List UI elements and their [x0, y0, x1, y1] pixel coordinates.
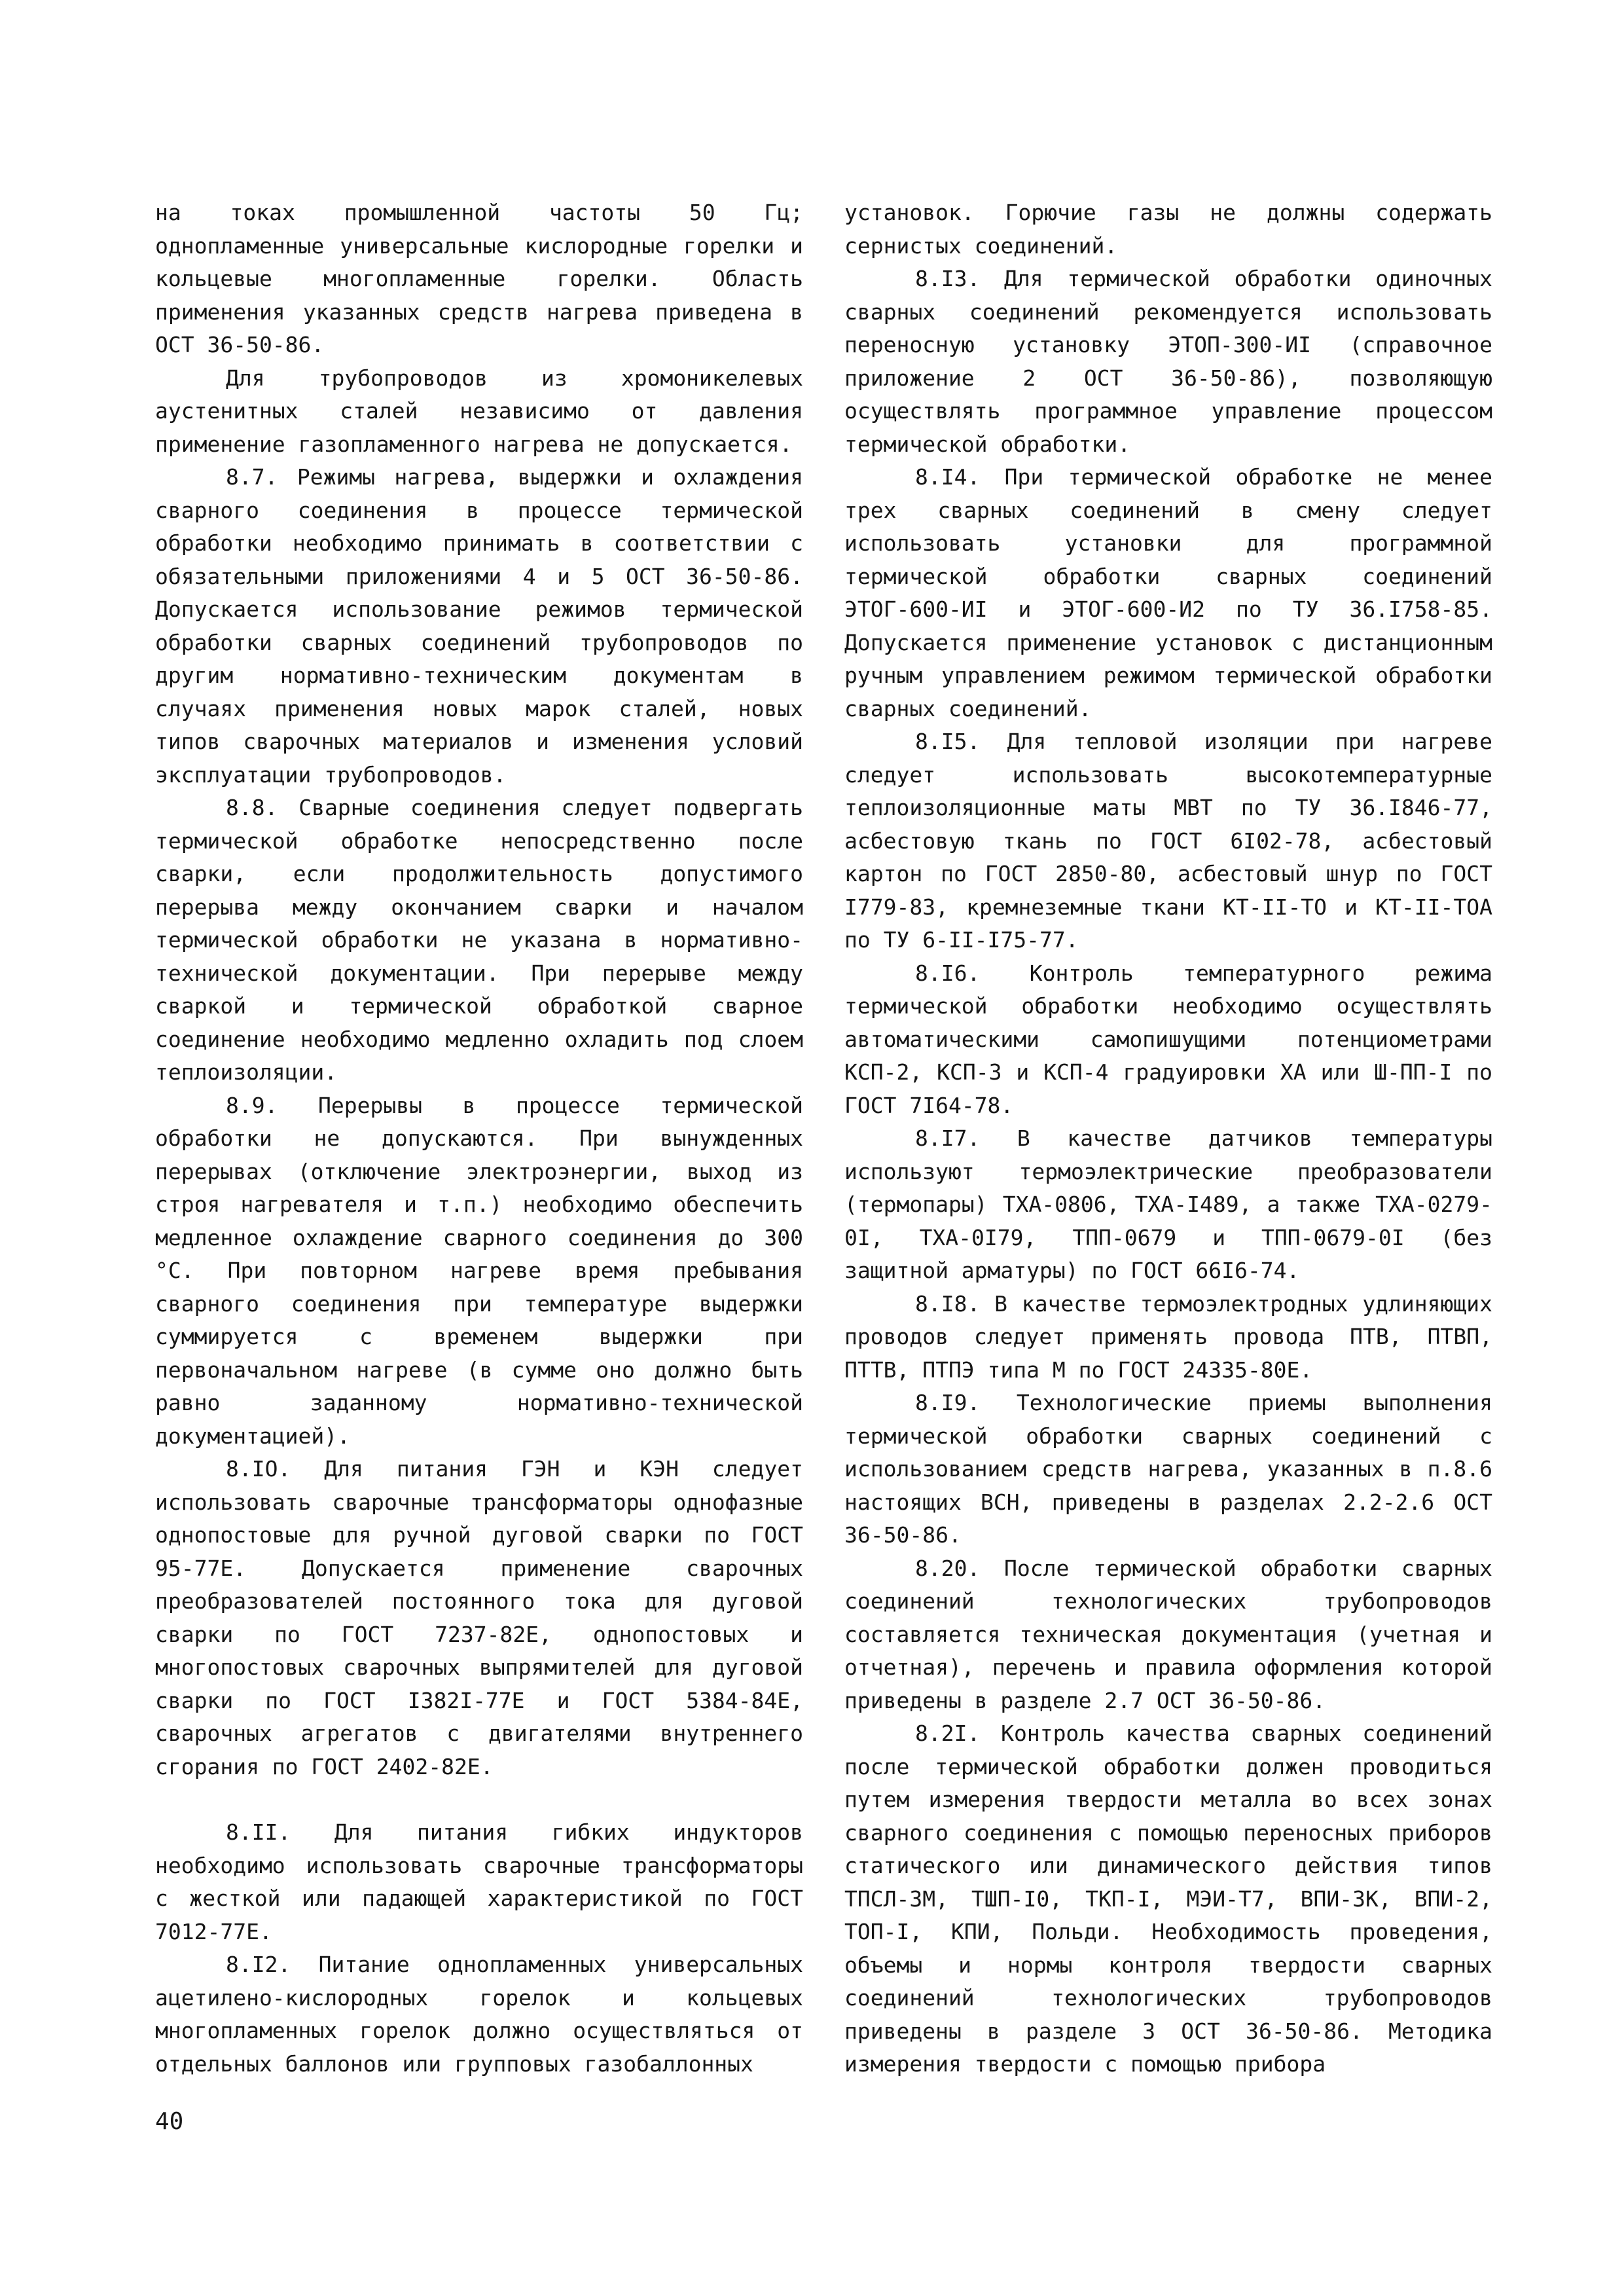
paragraph-8-7: 8.7. Режимы нагрева, выдержки и охлаждения сварного соединения в процессе термической обработки необходимо принимать в соответствии с обязательными приложениями 4 и 5 ОСТ 36-50-86. Допускается использование режимов термической обработки сварных соединений трубопроводов по другим нормативно-техническим документам в случаях применения новых марок сталей, новых типов сварочных материалов и изменения условий эксплуатации трубопроводов.: [155, 464, 803, 788]
paragraph-8-18: 8.I8. В качестве термоэлектродных удлиняющих проводов следует применять провода ПТВ, ПТВП, ПТТВ, ПТПЭ типа М по ГОСТ 24335-80Е.: [844, 1290, 1492, 1383]
paragraph-8-12: 8.I2. Питание однопламенных универсальных ацетилено-кислородных горелок и кольцевых многопламенных горелок должно осуществляться от отдельных баллонов или групповых газобаллонных: [155, 1952, 803, 2077]
paragraph-8-6-continuation: на токах промышленной частоты 50 Гц; однопламенные универсальные кислородные горелки и кольцевые многопламенные горелки. Область применения указанных средств нагрева приведена в ОСТ 36-50-86.: [155, 200, 803, 357]
paragraph-8-15: 8.I5. Для тепловой изоляции при нагреве следует использовать высокотемпературные теплоизоляционные маты МВТ по ТУ 36.I846-77, асбестовую ткань по ГОСТ 6I02-78, асбестовый картон по ГОСТ 2850-80, асбестовый шнур по ГОСТ I779-83, кремнеземные ткани КТ-II-ТО и КТ-II-ТОА по ТУ 6-II-I75-77.: [844, 729, 1492, 953]
paragraph-8-11: 8.II. Для питания гибких индукторов необходимо использовать сварочные трансформаторы с жесткой или падающей характеристикой по ГОСТ 7012-77Е.: [155, 1819, 803, 1944]
paragraph-8-19: 8.I9. Технологические приемы выполнения термической обработки сварных соединений с использованием средств нагрева, указанных в п.8.6 настоящих ВСН, приведены в разделах 2.2-2.6 ОСТ 36-50-86.: [844, 1390, 1492, 1548]
paragraph-8-13: 8.I3. Для термической обработки одиночных сварных соединений рекомендуется использовать переносную установку ЭТОП-300-ИI (справочное приложение 2 ОСТ 36-50-86), позволяющую осуществлять программное управление процессом термической обработки.: [844, 266, 1492, 457]
paragraph-8-21: 8.2I. Контроль качества сварных соединений после термической обработки должен проводиться путем измерения твердости металла во всех зонах сварного соединения с помощью переносных приборов статического или динамического действия типов ТПСЛ-3М, ТШП-I0, ТКП-I, МЭИ-Т7, ВПИ-3К, ВПИ-2, ТОП-I, КПИ, Польди. Необходимость проведения, объемы и нормы контроля твердости сварных соединений технологических трубопроводов приведены в разделе 3 ОСТ 36-50-86. Методика измерения твердости с помощью прибора: [844, 1721, 1492, 2077]
paragraph-8-9: 8.9. Перерывы в процессе термической обработки не допускаются. При вынужденных перерывах (отключение электроэнергии, выход из строя нагревателя и т.п.) необходимо обеспечить медленное охлаждение сварного соединения до 300 °С. При повторном нагреве время пребывания сварного соединения при температуре выдержки суммируется с временем выдержки при первоначальном нагреве (в сумме оно должно быть равно заданному нормативно-технической документацией).: [155, 1092, 803, 1449]
page-number: 40: [155, 2108, 184, 2135]
paragraph-8-20: 8.20. После термической обработки сварных соединений технологических трубопроводов составляется техническая документация (учетная и отчетная), перечень и правила оформления которой приведены в разделе 2.7 ОСТ 36-50-86.: [844, 1555, 1492, 1713]
paragraph-8-10: 8.IO. Для питания ГЭН и КЭН следует использовать сварочные трансформаторы однофазные однопостовые для ручной дуговой сварки по ГОСТ 95-77Е. Допускается применение сварочных преобразователей постоянного тока для дуговой сварки по ГОСТ 7237-82Е, однопостовых и многопостовых сварочных выпрямителей для дуговой сварки по ГОСТ I382I-77Е и ГОСТ 5384-84Е, сварочных агрегатов с двигателями внутреннего сгорания по ГОСТ 2402-82Е.: [155, 1456, 803, 1779]
paragraph-8-14: 8.I4. При термической обработке не менее трех сварных соединений в смену следует использовать установки для программной термической обработки сварных соединений ЭТОГ-600-ИI и ЭТОГ-600-И2 по ТУ 36.I758-85. Допускается применение установок с дистанционным ручным управлением режимом термической обработки сварных соединений.: [844, 464, 1492, 721]
paragraph-8-17: 8.I7. В качестве датчиков температуры используют термоэлектрические преобразователи (термопары) ТХА-0806, ТХА-I489, а также ТХА-0279-0I, ТХА-0I79, ТПП-0679 и ТПП-0679-0I (без защитной арматуры) по ГОСТ 66I6-74.: [844, 1125, 1492, 1283]
paragraph-8-12-continuation: установок. Горючие газы не должны содержать сернистых соединений.: [844, 200, 1492, 259]
paragraph-austenitic-steels: Для трубопроводов из хромоникелевых аустенитных сталей независимо от давления применение газопламенного нагрева не допускается.: [155, 365, 803, 457]
paragraph-8-8: 8.8. Сварные соединения следует подвергать термической обработке непосредственно после сварки, если продолжительность допустимого перерыва между окончанием сварки и началом термической обработки не указана в нормативно-технической документации. При перерыве между сваркой и термической обработкой сварное соединение необходимо медленно охладить под слоем теплоизоляции.: [155, 795, 803, 1085]
right-column: [844, 196, 1492, 2081]
paragraph-8-16: 8.I6. Контроль температурного режима термической обработки необходимо осуществлять автоматическими самопишущими потенциометрами КСП-2, КСП-3 и КСП-4 градуировки ХА или Ш-ПП-I по ГОСТ 7I64-78.: [844, 960, 1492, 1118]
left-column: [155, 196, 803, 2081]
paragraph-gap: [155, 1783, 803, 1816]
